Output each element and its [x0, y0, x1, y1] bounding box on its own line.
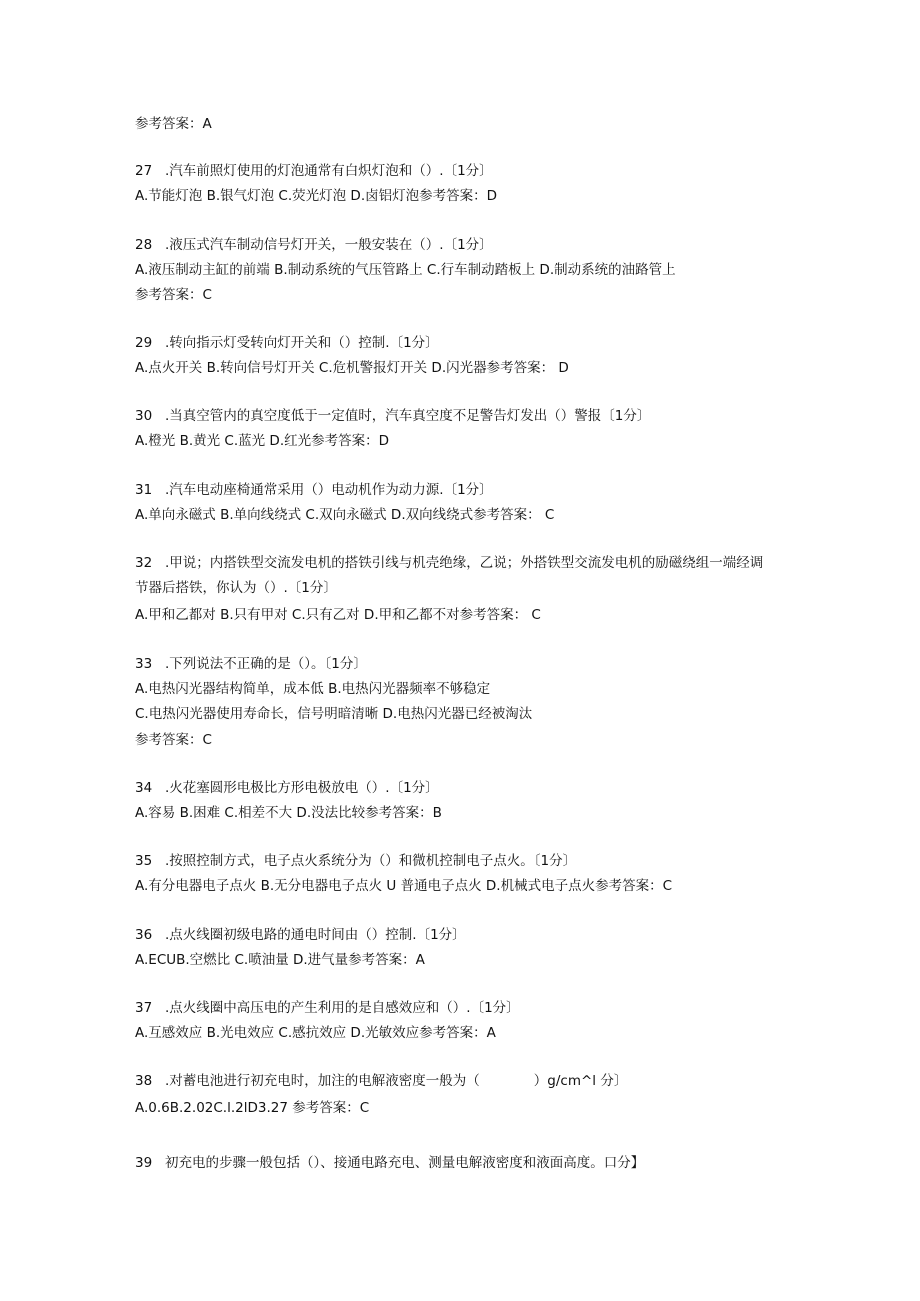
question-35	[135, 852, 576, 870]
question-number: 31	[135, 482, 153, 498]
options-line: A.ECUB.空燃比 C.喷油量 D.进气量参考答案：A	[135, 952, 425, 968]
question-32	[135, 554, 763, 572]
question-34	[135, 779, 439, 797]
question-38	[135, 1072, 627, 1090]
question-text: .液压式汽车制动信号灯开关，一般安装在（）.〔1分〕	[165, 237, 493, 253]
question-text: .当真空管内的真空度低于一定值时，汽车真空度不足警告灯发出（）警报〔1分〕	[165, 408, 651, 424]
question-text: .点火线圈中高压电的产生利用的是自感效应和（）.〔1分〕	[165, 1000, 520, 1016]
question-39	[135, 1154, 644, 1172]
answer-line: 参考答案：A	[135, 116, 212, 132]
question-text: .下列说法不正确的是（）。〔1分〕	[165, 656, 367, 672]
options-line: A.电热闪光器结构简单，成本低 B.电热闪光器频率不够稳定	[135, 681, 491, 697]
question-text: .转向指示灯受转向灯开关和（）控制.〔1分〕	[165, 335, 439, 351]
question-number: 34	[135, 780, 153, 796]
options-line: A.互感效应 B.光电效应 C.感抗效应 D.光敏效应参考答案：A	[135, 1025, 496, 1041]
question-text: .点火线圈初级电路的通电时间由（）控制.〔1分〕	[165, 927, 466, 943]
options-line: A.液压制动主缸的前端 B.制动系统的气压管路上 C.行车制动踏板上 D.制动系统的油路管上	[135, 262, 676, 278]
question-27	[135, 162, 493, 180]
question-number: 30	[135, 408, 153, 424]
question-number: 28	[135, 237, 153, 253]
question-text: .按照控制方式，电子点火系统分为（）和微机控制电子点火。〔1分〕	[165, 853, 577, 869]
options-line: A.节能灯泡 B.银气灯泡 C.荧光灯泡 D.卤铝灯泡参考答案：D	[135, 188, 498, 204]
question-number: 36	[135, 927, 153, 943]
question-text: .对蓄电池进行初充电时，加注的电解液密度一般为（ ）g/cm^l 分〕	[165, 1073, 628, 1089]
options-line: C.电热闪光器使用寿命长，信号明暗清晰 D.电热闪光器已经被淘汰	[135, 706, 533, 722]
options-line: A.甲和乙都对 B.只有甲对 C.只有乙对 D.甲和乙都不对参考答案： C	[135, 607, 541, 623]
question-number: 27	[135, 163, 153, 179]
question-number: 29	[135, 335, 153, 351]
question-text: .甲说；内搭铁型交流发电机的搭铁引线与机壳绝缘，乙说；外搭铁型交流发电机的励磁绕组一端经调	[165, 555, 764, 571]
question-text: .火花塞圆形电极比方形电极放电（）.〔1分〕	[165, 780, 439, 796]
question-31	[135, 481, 493, 499]
question-number: 39	[135, 1155, 153, 1171]
question-text-continued: 节器后搭铁，你认为（）.〔1分〕	[135, 580, 337, 596]
question-text: .汽车前照灯使用的灯泡通常有白炽灯泡和（）.〔1分〕	[165, 163, 493, 179]
question-29	[135, 334, 439, 352]
question-number: 35	[135, 853, 153, 869]
question-number: 33	[135, 656, 153, 672]
question-text: 初充电的步骤一般包括（）、接通电路充电、测量电解液密度和液面高度。口分】	[165, 1155, 645, 1171]
question-number: 32	[135, 555, 153, 571]
question-number: 37	[135, 1000, 153, 1016]
question-30	[135, 407, 650, 425]
question-37	[135, 999, 520, 1017]
question-36	[135, 926, 466, 944]
answer-line: 参考答案：C	[135, 732, 212, 748]
options-line: A.0.6B.2.02C.l.2lD3.27 参考答案：C	[135, 1100, 370, 1116]
question-28	[135, 236, 493, 254]
question-number: 38	[135, 1073, 153, 1089]
answer-line: 参考答案：C	[135, 287, 212, 303]
options-line: A.单向永磁式 B.单向线绕式 C.双向永磁式 D.双向线绕式参考答案： C	[135, 507, 555, 523]
question-text: .汽车电动座椅通常采用（）电动机作为动力源.〔1分〕	[165, 482, 493, 498]
options-line: A.容易 B.困难 C.相差不大 D.没法比较参考答案：B	[135, 805, 442, 821]
options-line: A.点火开关 B.转向信号灯开关 C.危机警报灯开关 D.闪光器参考答案： D	[135, 360, 569, 376]
options-line: A.橙光 B.黄光 C.蓝光 D.红光参考答案：D	[135, 433, 390, 449]
options-line: A.有分电器电子点火 B.无分电器电子点火 U 普通电子点火 D.机械式电子点火参考答案：C	[135, 878, 672, 894]
question-33	[135, 655, 367, 673]
